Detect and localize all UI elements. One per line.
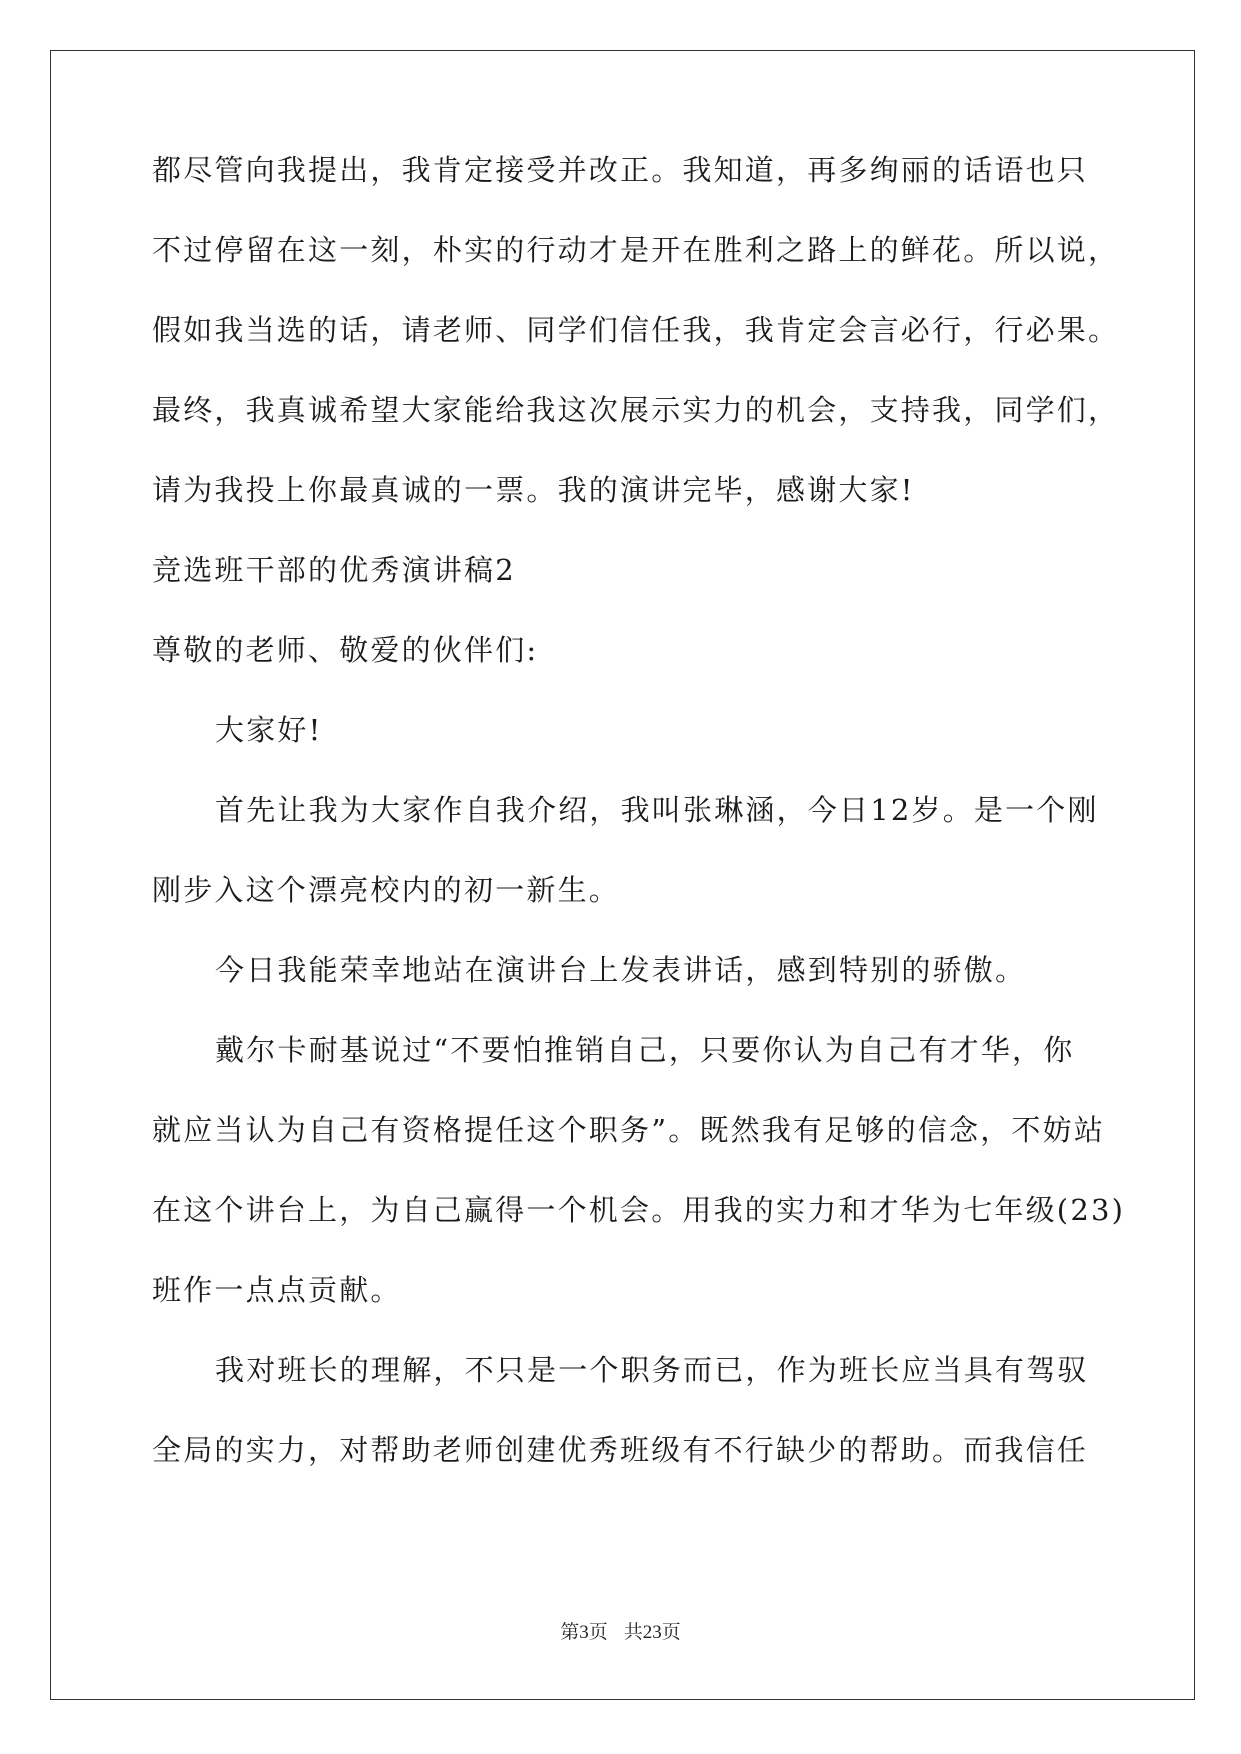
section-title: 竞选班干部的优秀演讲稿2 <box>152 553 516 587</box>
paragraph-line: 最终，我真诚希望大家能给我这次展示实力的机会，支持我，同学们， <box>152 393 1120 427</box>
paragraph-line: 全局的实力，对帮助老师创建优秀班级有不行缺少的帮助。而我信任 <box>152 1433 1089 1467</box>
paragraph-line: 首先让我为大家作自我介绍，我叫张琳涵，今日12岁。是一个刚 <box>215 793 1099 827</box>
paragraph-line: 在这个讲台上，为自己赢得一个机会。用我的实力和才华为七年级(23) <box>152 1193 1126 1227</box>
paragraph-line: 班作一点点贡献。 <box>152 1273 402 1307</box>
paragraph-line: 我对班长的理解，不只是一个职务而已，作为班长应当具有驾驭 <box>215 1353 1089 1387</box>
paragraph-line: 今日我能荣幸地站在演讲台上发表讲话，感到特别的骄傲。 <box>215 953 1027 987</box>
greeting: 大家好! <box>215 713 323 747</box>
paragraph-line: 刚步入这个漂亮校内的初一新生。 <box>152 873 621 907</box>
paragraph-line: 不过停留在这一刻，朴实的行动才是开在胜利之路上的鲜花。所以说， <box>152 233 1120 267</box>
paragraph-line: 假如我当选的话，请老师、同学们信任我，我肯定会言必行，行必果。 <box>152 313 1120 347</box>
paragraph-line: 请为我投上你最真诚的一票。我的演讲完毕，感谢大家! <box>152 473 915 507</box>
paragraph-line: 戴尔卡耐基说过“不要怕推销自己，只要你认为自己有才华，你 <box>215 1033 1075 1067</box>
page-total: 共23页 <box>623 1622 681 1643</box>
paragraph-line: 都尽管向我提出，我肯定接受并改正。我知道，再多绚丽的话语也只 <box>152 153 1089 187</box>
page-number: 第3页 <box>560 1622 608 1643</box>
page-footer <box>0 1617 1241 1644</box>
paragraph-line: 就应当认为自己有资格提任这个职务”。既然我有足够的信念，不妨站 <box>152 1113 1106 1147</box>
salutation: 尊敬的老师、敬爱的伙伴们: <box>152 633 539 667</box>
